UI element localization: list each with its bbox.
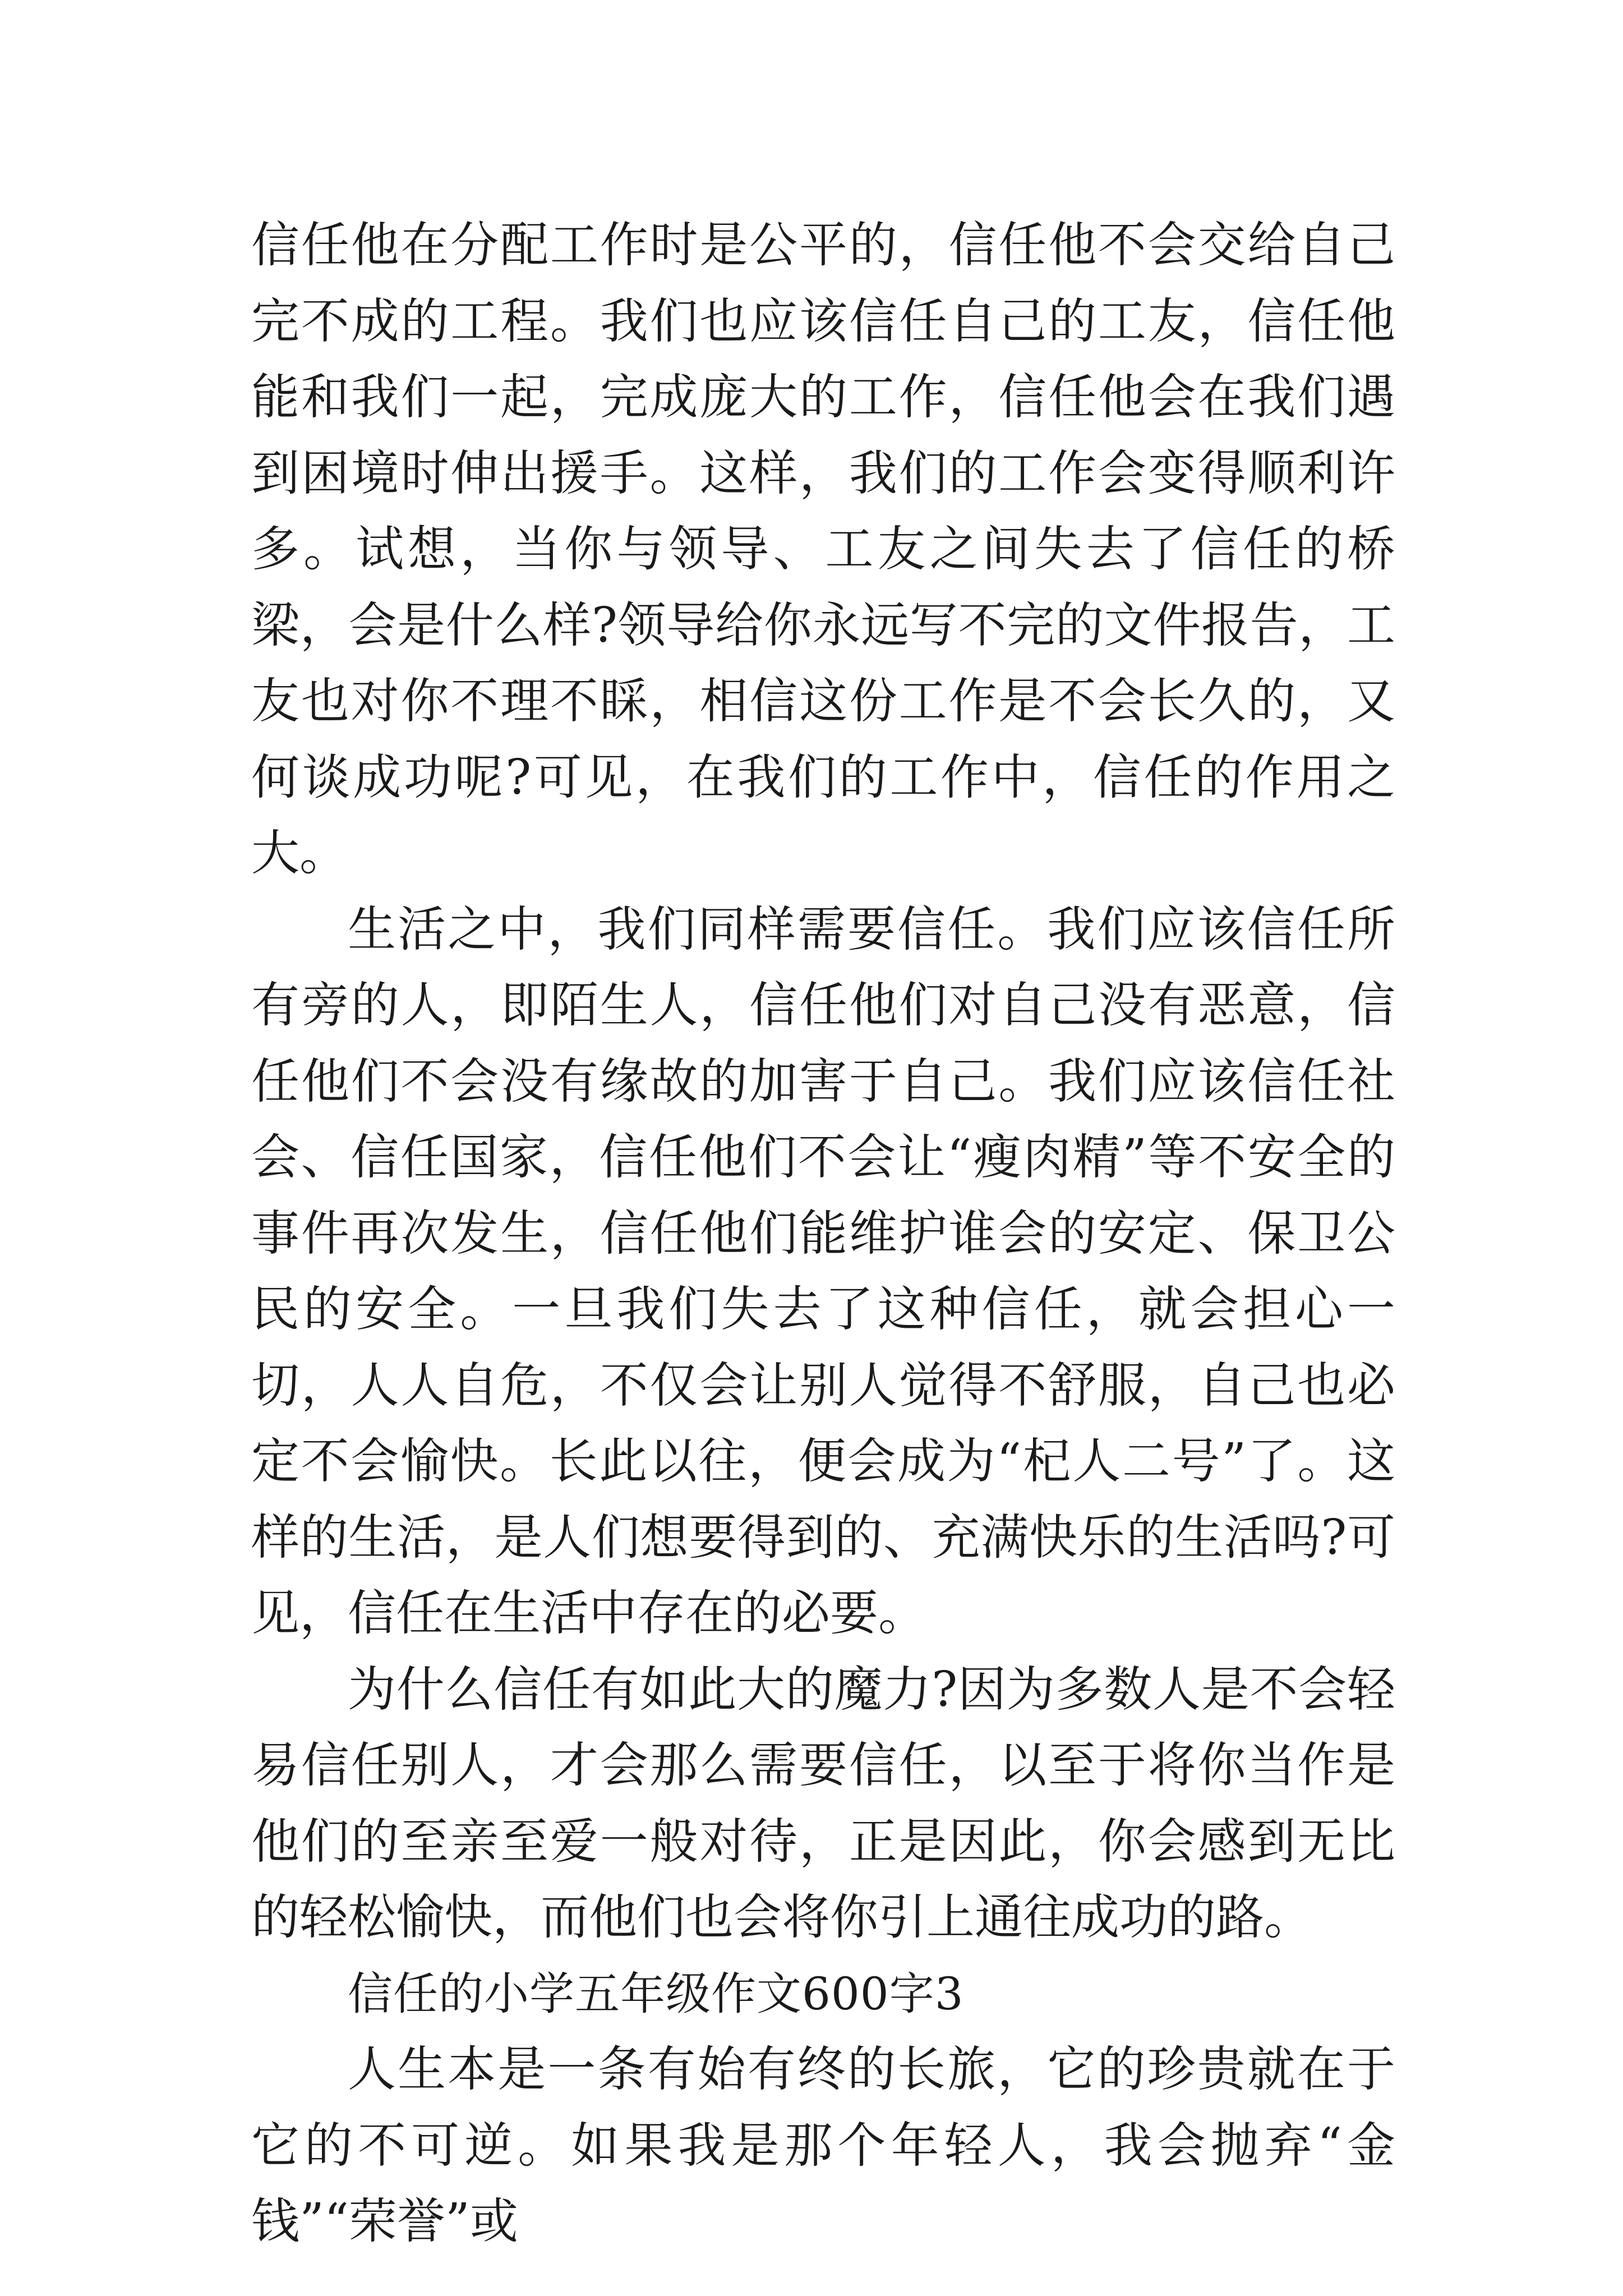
paragraph-life-trust: 生活之中，我们同样需要信任。我们应该信任所有旁的人，即陌生人，信任他们对自己没有恶意，信任他们不会没有缘故的加害于自己。我们应该信任社会、信任国家，信任他们不会让“瘦肉精”等不安全的事件再次发生，信任他们能维护谁会的安定、保卫公民的安全。一旦我们失去了这种信任，就会担心一切，人人自危，不仅会让别人觉得不舒服，自己也必定不会愉快。长此以往，便会成为“杞人二号”了。这样的生活，是人们想要得到的、充满快乐的生活吗?可见，信任在生活中存在的必要。 <box>251 901 1395 1641</box>
document-body <box>251 208 1395 2260</box>
paragraph-trust-power: 为什么信任有如此大的魔力?因为多数人是不会轻易信任别人，才会那么需要信任，以至于将你当作是他们的至亲至爱一般对待，正是因此，你会感到无比的轻松愉快，而他们也会将你引上通往成功的路。 <box>251 1661 1395 1945</box>
paragraph-work-trust: 信任他在分配工作时是公平的，信任他不会交给自己完不成的工程。我们也应该信任自己的工友，信任他能和我们一起，完成庞大的工作，信任他会在我们遇到困境时伸出援手。这样，我们的工作会变得顺利许多。试想，当你与领导、工友之间失去了信任的桥梁，会是什么样?领导给你永远写不完的文件报告，工友也对你不理不睬，相信这份工作是不会长久的，又何谈成功呢?可见，在我们的工作中，信任的作用之大。 <box>251 217 1395 881</box>
essay-heading: 信任的小学五年级作文600字3 <box>348 1967 964 2020</box>
paragraph-life-journey: 人生本是一条有始有终的长旅，它的珍贵就在于它的不可逆。如果我是那个年轻人，我会抛弃“金钱”“荣誉”或 <box>251 2041 1395 2249</box>
